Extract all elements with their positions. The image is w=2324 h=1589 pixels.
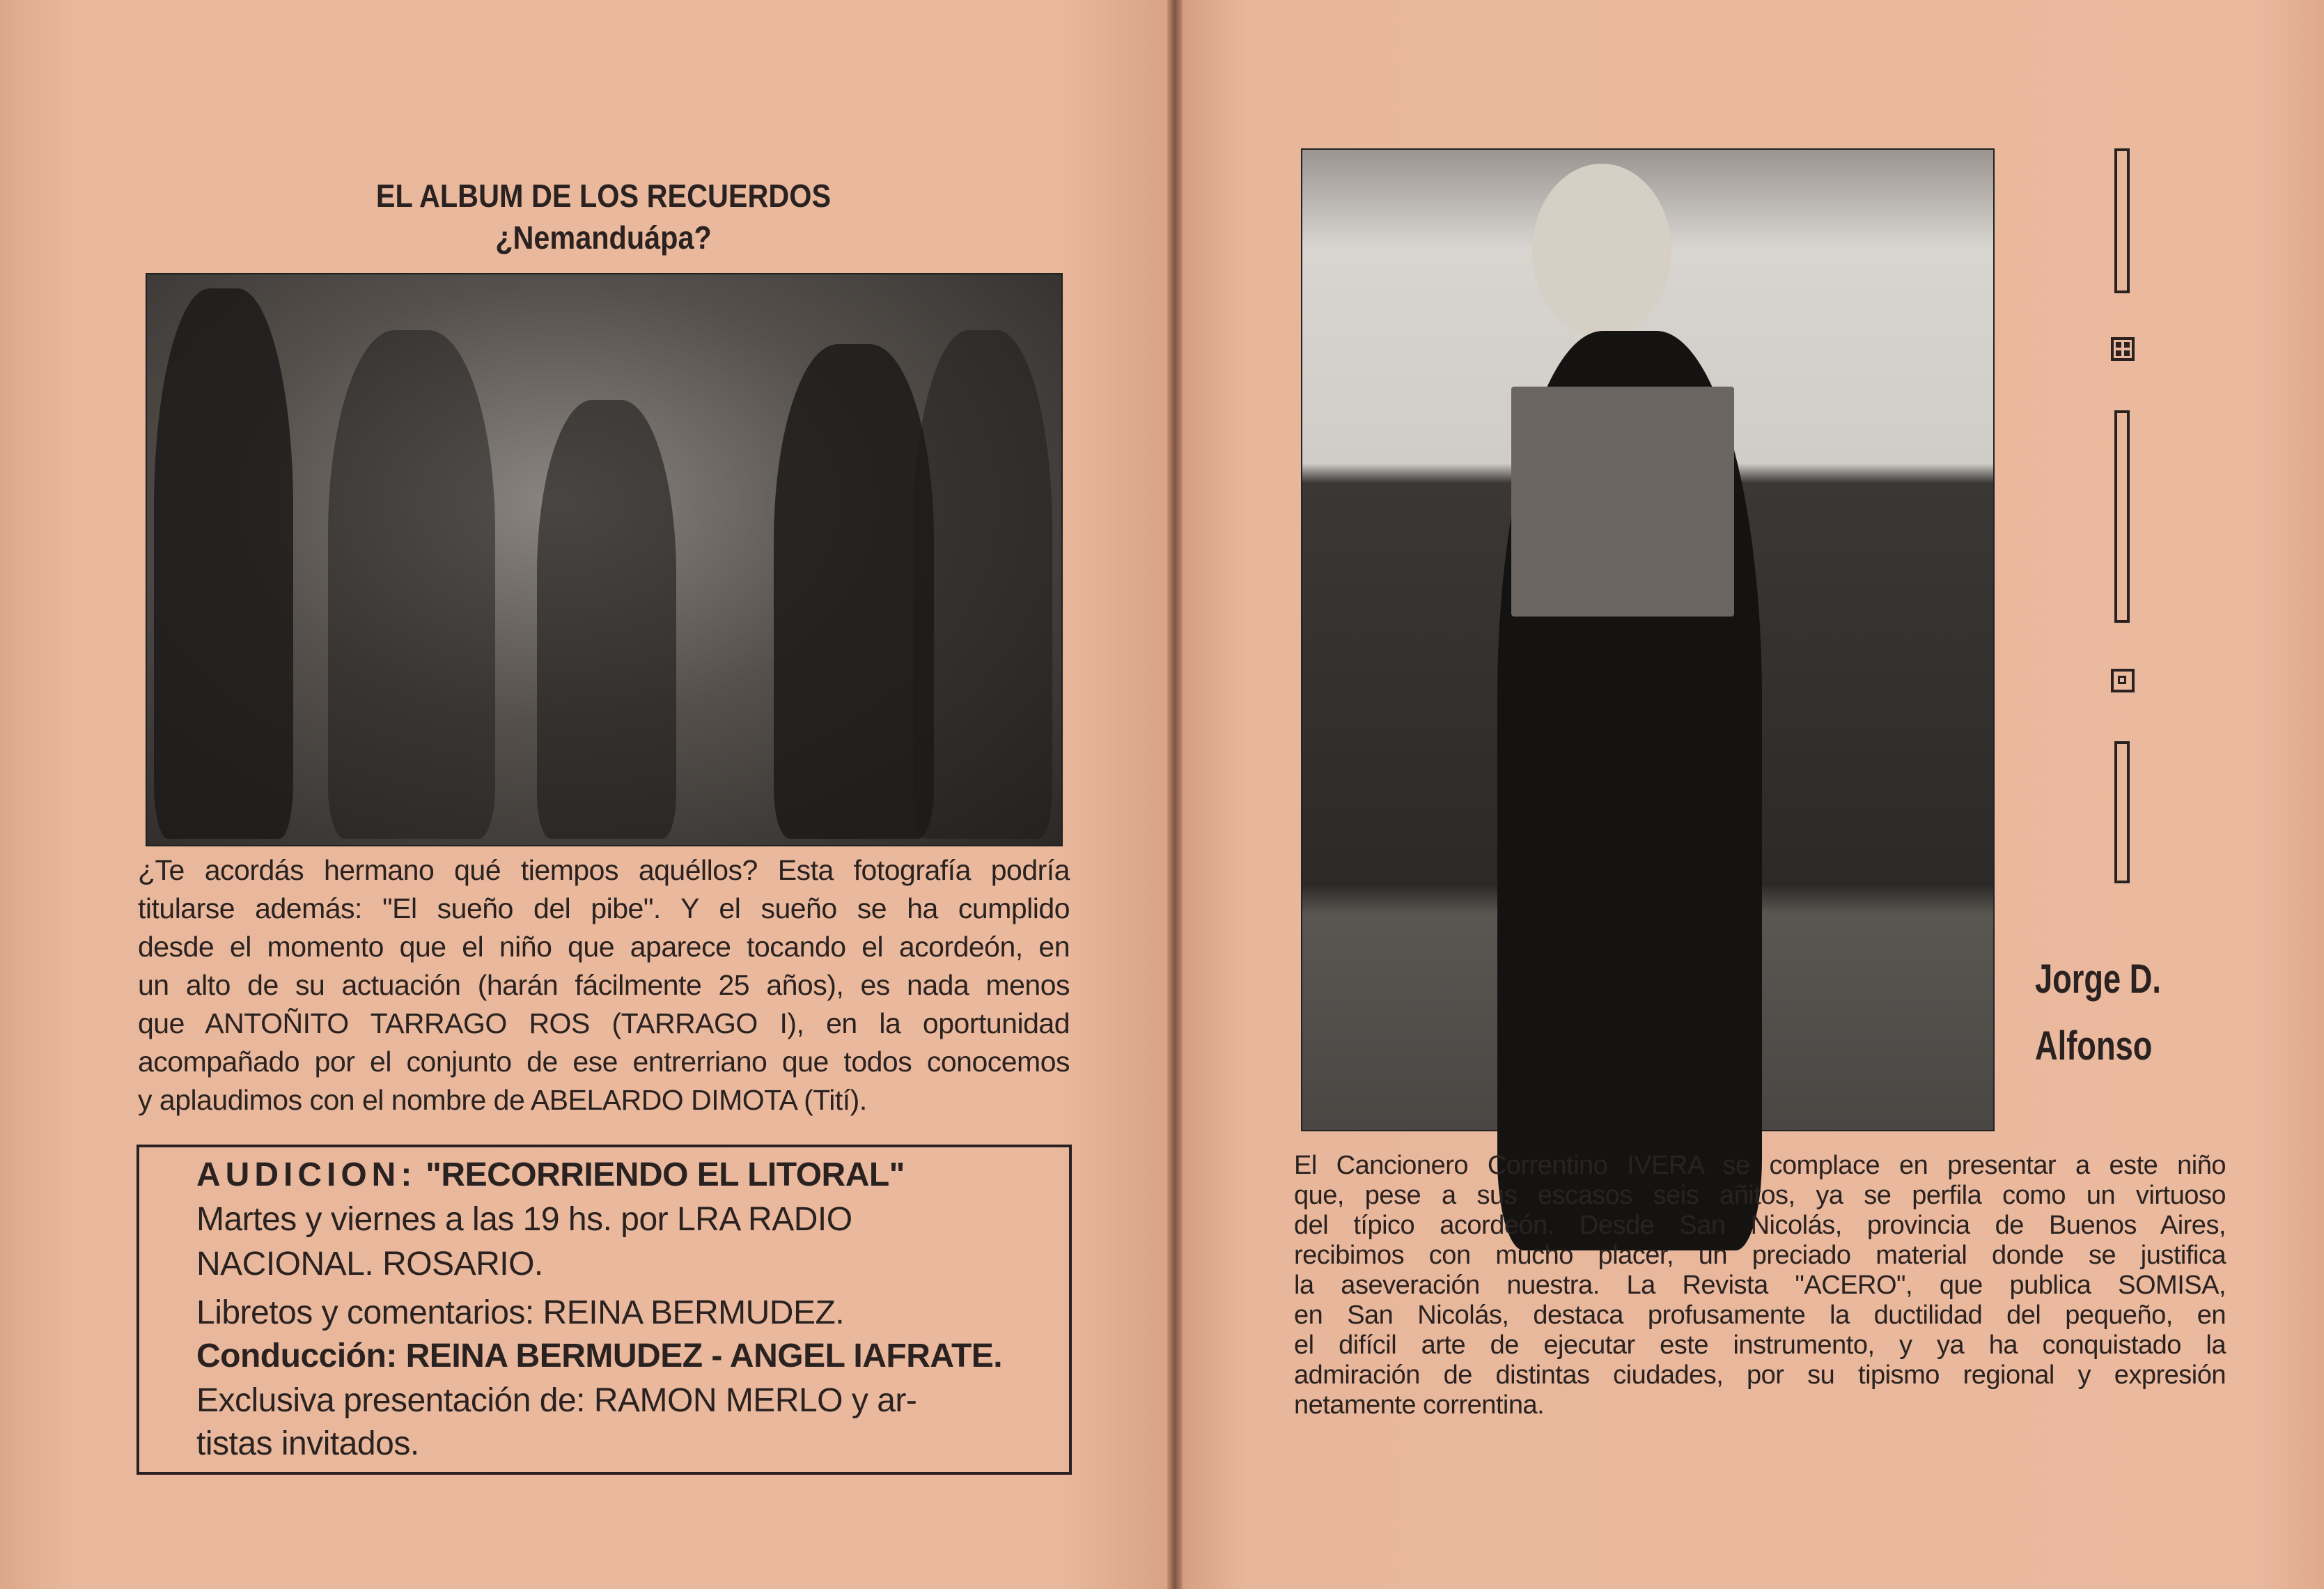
caption-line: acompañado por el conjunto de ese entrerriano que todos conocemos bbox=[138, 1046, 1070, 1078]
box-line: Conducción: REINA BERMUDEZ - ANGEL IAFRATE. bbox=[196, 1338, 1003, 1374]
caption-line: el difícil arte de ejecutar este instrumento, y ya ha conquistado la bbox=[1294, 1331, 2226, 1360]
box-line: Martes y viernes a las 19 hs. por LRA RADIO bbox=[196, 1201, 852, 1238]
caption-line: del típico acordeón. Desde San Nicolás, provincia de Buenos Aires, bbox=[1294, 1211, 2226, 1240]
caption-line: que ANTOÑITO TARRAGO ROS (TARRAGO I), en la oportunidad bbox=[138, 1007, 1070, 1039]
caption-line: un alto de su actuación (harán fácilmente 25 años), es nada menos bbox=[138, 969, 1070, 1001]
box-line: Exclusiva presentación de: RAMON MERLO y ar- bbox=[196, 1382, 917, 1419]
decorative-bar bbox=[2114, 148, 2130, 293]
person-name-line2: Alfonso bbox=[2035, 1023, 2153, 1069]
boy-accordion-photo bbox=[1301, 148, 1995, 1131]
caption-line: en San Nicolás, destaca profusamente la ductilidad del pequeño, en bbox=[1294, 1301, 2226, 1330]
box-line: NACIONAL. ROSARIO. bbox=[196, 1246, 543, 1282]
right-caption bbox=[1294, 1151, 2226, 1420]
caption-line: ¿Te acordás hermano qué tiempos aquéllos? Esta fotografía podría bbox=[138, 854, 1070, 886]
box-heading bbox=[196, 1156, 905, 1194]
caption-line: la aseveración nuestra. La Revista "ACERO", que publica SOMISA, bbox=[1294, 1271, 2226, 1300]
box-line: tistas invitados. bbox=[196, 1425, 419, 1462]
caption-line: El Cancionero Correntino IVERA se complace en presentar a este niño bbox=[1294, 1151, 2226, 1180]
box-heading-title: "RECORRIENDO EL LITORAL" bbox=[426, 1156, 905, 1193]
decorative-grid-square bbox=[2111, 337, 2135, 361]
person-name-line1: Jorge D. bbox=[2035, 956, 2162, 1002]
caption-line: y aplaudimos con el nombre de ABELARDO DIMOTA (Tití). bbox=[138, 1084, 867, 1116]
page-title: EL ALBUM DE LOS RECUERDOS bbox=[375, 178, 832, 214]
caption-line: admiración de distintas ciudades, por su tipismo regional y expresión bbox=[1294, 1361, 2226, 1390]
radio-program-box bbox=[137, 1145, 1072, 1475]
caption-line: que, pese a sus escasos seis añitos, ya se perfila como un virtuoso bbox=[1294, 1181, 2226, 1210]
caption-line: titularse además: "El sueño del pibe". Y el sueño se ha cumplido bbox=[138, 892, 1070, 924]
caption-line: desde el momento que el niño que aparece tocando el acordeón, en bbox=[138, 931, 1070, 963]
left-caption bbox=[138, 851, 1070, 1119]
group-musicians-photo bbox=[146, 273, 1063, 846]
decorative-bar bbox=[2114, 741, 2130, 883]
box-line: Libretos y comentarios: REINA BERMUDEZ. bbox=[196, 1294, 845, 1331]
box-heading-label: AUDICION: bbox=[196, 1156, 417, 1193]
page-subtitle: ¿Nemanduápa? bbox=[495, 219, 712, 256]
decorative-bar bbox=[2114, 410, 2130, 623]
caption-line: recibimos con mucho placer, un preciado material donde se justifica bbox=[1294, 1241, 2226, 1270]
decorative-square bbox=[2111, 669, 2135, 692]
caption-line: netamente correntina. bbox=[1294, 1390, 1545, 1420]
book-gutter bbox=[1167, 0, 1183, 1589]
